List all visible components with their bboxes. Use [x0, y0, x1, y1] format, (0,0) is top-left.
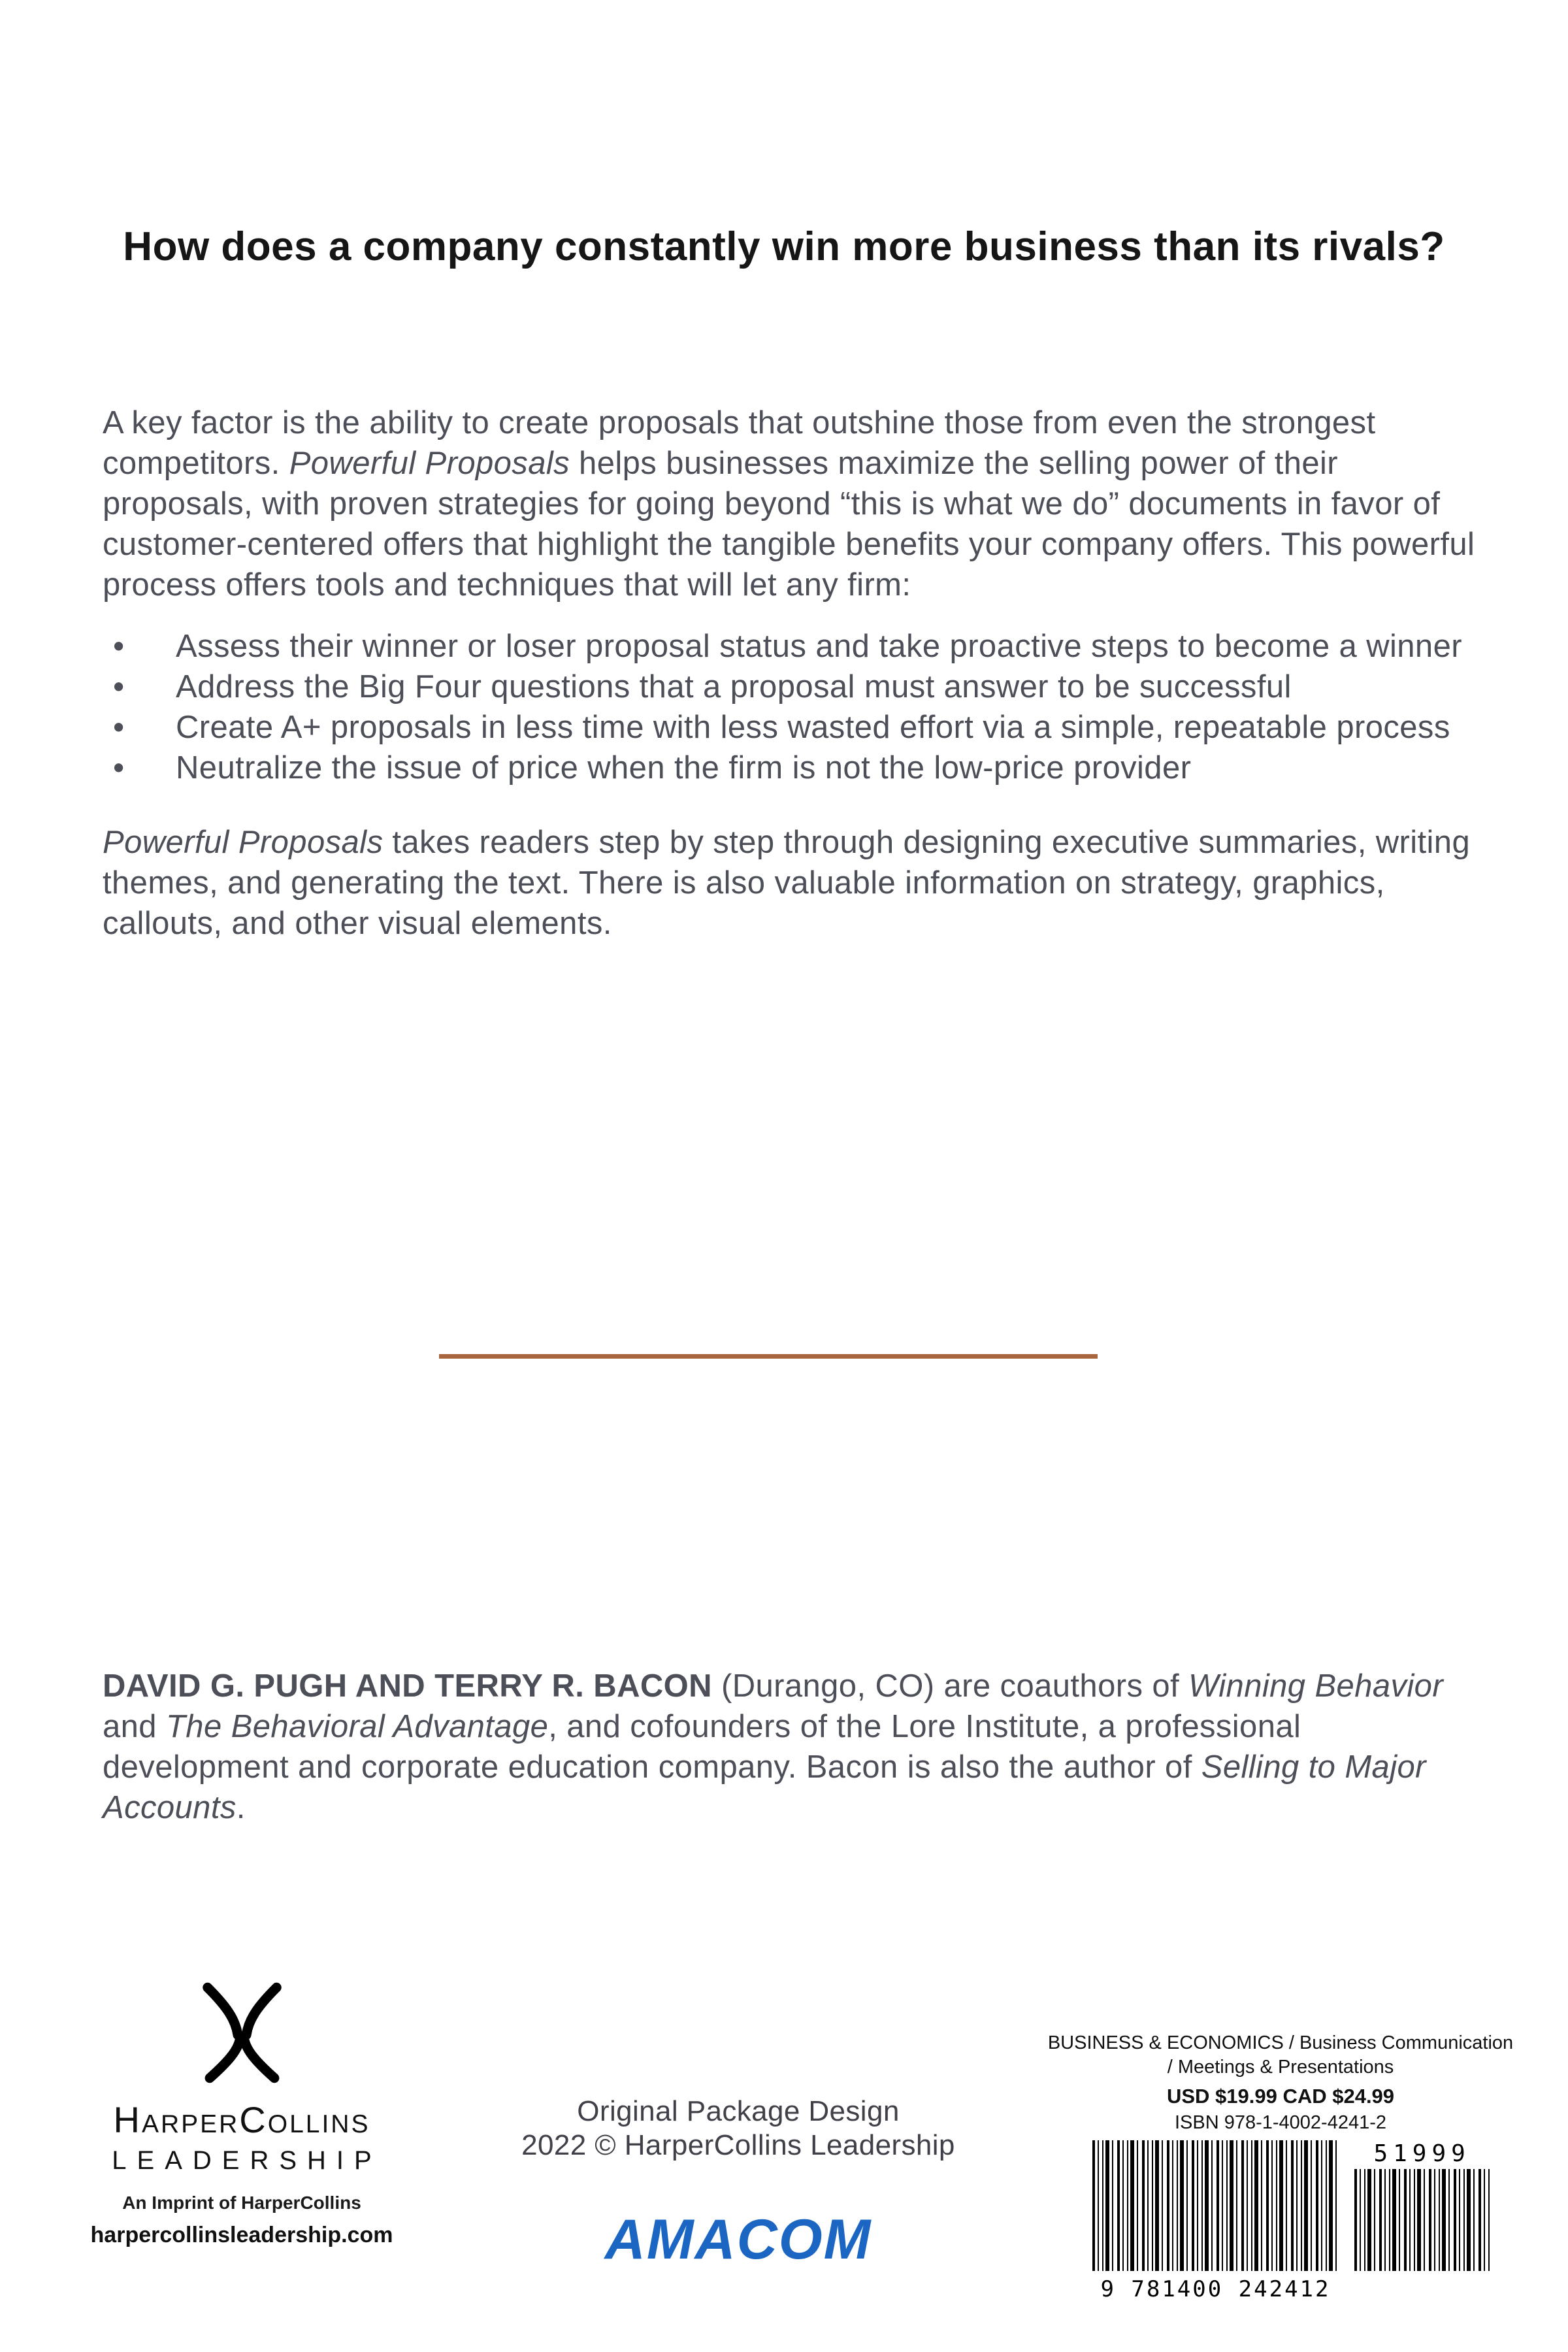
isbn-line: ISBN 978-1-4002-4241-2 — [1174, 2112, 1387, 2133]
publisher-division: LEADERSHIP — [112, 2146, 382, 2175]
bullet-item: • Create A+ proposals in less time with less wasted effort via a simple, repeatable process — [103, 707, 1481, 748]
category-line1: BUSINESS & ECONOMICS / Business Communication — [1047, 2032, 1514, 2053]
publisher-name: HarperCollins — [113, 2099, 370, 2140]
body-copy — [103, 403, 1481, 944]
barcode-supplement — [1354, 2140, 1490, 2311]
barcode-bars — [1092, 2140, 1339, 2271]
bullet-item: • Address the Big Four questions that a proposal must answer to be successful — [103, 667, 1481, 707]
imprint-line: An Imprint of HarperCollins — [122, 2193, 361, 2213]
retail-info — [1042, 2031, 1519, 2134]
barcode-supplement-bars — [1354, 2169, 1490, 2271]
author-bio: DAVID G. PUGH AND TERRY R. BACON (Durango, CO) are coauthors of Winning Behavior and The Behavioral Advantage, and cofounders of the Lore Institute, a professional development and corporate education company. Bacon is also the author of Selling to Major Accounts. — [103, 1668, 1444, 1825]
barcode-digits: 9 781400 242412 — [1100, 2276, 1331, 2302]
feature-bullet-list — [103, 626, 1481, 788]
barcode — [1092, 2140, 1490, 2311]
publisher-block — [72, 1979, 412, 2248]
design-credit — [510, 2095, 967, 2162]
price-code: 51999 — [1373, 2140, 1471, 2167]
design-credit-line2: 2022 © HarperCollins Leadership — [521, 2129, 955, 2161]
category-line2: / Meetings & Presentations — [1167, 2057, 1394, 2078]
price-line: USD $19.99 CAD $24.99 — [1166, 2085, 1395, 2108]
headline: How does a company constantly win more business than its rivals? — [123, 224, 1445, 269]
publisher-website: harpercollinsleadership.com — [90, 2223, 393, 2247]
bullet-item: • Neutralize the issue of price when the firm is not the low-price provider — [103, 748, 1481, 788]
harpercollins-logo-icon — [188, 1979, 296, 2087]
bullet-item: • Assess their winner or loser proposal status and take proactive steps to become a winner — [103, 626, 1481, 667]
closing-paragraph: Powerful Proposals takes readers step by step through designing executive summaries, writing themes, and generating the text. There is also valuable information on strategy, graphics, callouts, and other visual elements. — [103, 825, 1471, 941]
barcode-main — [1092, 2140, 1339, 2311]
design-credit-line1: Original Package Design — [577, 2095, 900, 2127]
accent-divider — [439, 1354, 1098, 1359]
intro-paragraph: A key factor is the ability to create proposals that outshine those from even the strongest competitors. Powerful Proposals helps businesses maximize the selling power of their proposals, with proven strategies for going beyond “this is what we do” documents in favor of customer-centered offers that highlight the tangible benefits your company offers. This powerful process offers tools and techniques that will let any firm: — [103, 405, 1475, 603]
amacom-logo: AMACOM — [604, 2208, 872, 2271]
